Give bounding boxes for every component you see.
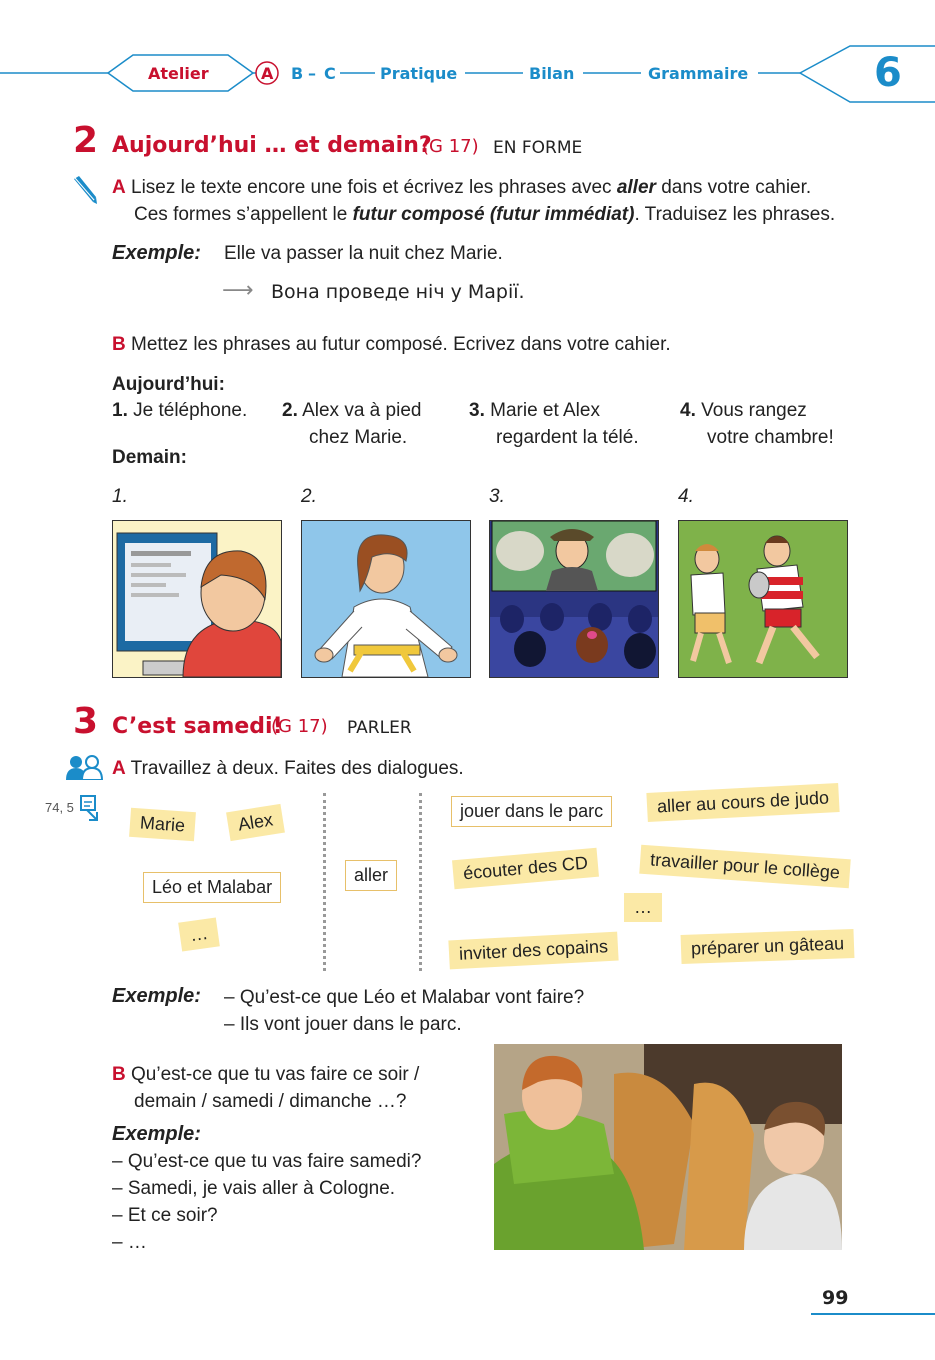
exercise-2a-instructions	[112, 174, 872, 228]
girl-judo-drawing	[302, 521, 470, 677]
dialogue-example	[112, 1148, 421, 1256]
sentence-item-2	[282, 397, 421, 451]
item-number: 4.	[680, 400, 696, 421]
instruction-text: Lisez le texte encore une fois et écrivez les phrases avec	[131, 177, 617, 198]
exercise-2-skill: EN FORME	[493, 138, 583, 158]
item-text: Vous rangez	[701, 400, 807, 421]
exercise-3-title: C’est samedi!	[112, 714, 283, 739]
example-label: Exemple:	[112, 985, 201, 1007]
dotted-divider	[419, 793, 422, 971]
picture-label-4: 4.	[678, 486, 694, 507]
subject-card-more: …	[178, 917, 220, 951]
example-translation: Вона проведе ніч у Марії.	[271, 281, 525, 303]
today-label: Aujourd’hui:	[112, 374, 225, 395]
page-number-rule	[811, 1313, 935, 1315]
example-label: Exemple:	[112, 1123, 201, 1145]
exercise-2b-letter: B	[112, 334, 126, 355]
arrow-icon: ⟶	[222, 278, 254, 303]
dialogue-line: – …	[112, 1232, 147, 1253]
instruction-text: Travaillez à deux. Faites des dialogues.	[130, 758, 464, 779]
navigation-lines	[0, 40, 935, 110]
nav-separator: –	[308, 64, 316, 83]
workbook-icon	[79, 794, 101, 827]
subject-card-alex: Alex	[226, 804, 285, 841]
exercise-3b-instructions	[112, 1061, 419, 1115]
workbook-reference: 74, 5	[45, 800, 74, 815]
instruction-text: Qu’est-ce que tu vas faire ce soir /	[131, 1064, 420, 1085]
chapter-navigation	[0, 40, 935, 110]
instruction-emphasis: futur composé (futur immédiat)	[352, 204, 635, 225]
example-label: Exemple:	[112, 242, 201, 264]
activity-card-friends: inviter des copains	[448, 932, 618, 970]
activity-card-cd: écouter des CD	[452, 848, 599, 890]
picture-label-2: 2.	[301, 486, 317, 507]
instruction-text: demain / samedi / dimanche …?	[134, 1091, 407, 1112]
exercise-2-number: 2	[73, 120, 99, 161]
sentence-item-4	[680, 397, 834, 451]
dialogue-line: – Samedi, je vais aller à Cologne.	[112, 1178, 396, 1199]
exercise-3-number: 3	[73, 701, 99, 742]
example-answer: – Ils vont jouer dans le parc.	[224, 1014, 462, 1035]
classroom-photo-drawing	[494, 1044, 842, 1250]
picture-label-3: 3.	[489, 486, 505, 507]
exercise-2-title: Aujourd’hui … et demain?	[112, 133, 432, 158]
subject-box-leo-malabar: Léo et Malabar	[143, 872, 281, 903]
nav-b[interactable]: B	[291, 64, 304, 83]
illustration-rugby	[678, 520, 848, 678]
illustration-girl-judo	[301, 520, 471, 678]
item-number: 2.	[282, 400, 298, 421]
verb-box-aller: aller	[345, 860, 397, 891]
item-number: 1.	[112, 400, 128, 421]
activity-box-park: jouer dans le parc	[451, 796, 612, 827]
exercise-3-skill: PARLER	[347, 718, 412, 738]
exercise-3a-instructions	[112, 755, 464, 782]
instruction-text: . Traduisez les phrases.	[634, 204, 836, 225]
subject-card-marie: Marie	[129, 808, 196, 841]
item-text: votre chambre!	[707, 427, 834, 448]
item-text: Je téléphone.	[133, 400, 248, 421]
example-question: – Qu’est-ce que Léo et Malabar vont faire?	[224, 987, 585, 1008]
dialogue-line: – Qu’est-ce que tu vas faire samedi?	[112, 1151, 422, 1172]
unit-number: 6	[874, 50, 902, 96]
example-sentence: Elle va passer la nuit chez Marie.	[224, 243, 503, 264]
cinema-drawing	[490, 521, 658, 677]
item-text: chez Marie.	[309, 427, 408, 448]
pencil-icon	[70, 175, 98, 210]
nav-grammaire[interactable]: Grammaire	[648, 64, 749, 83]
nav-c[interactable]: C	[324, 64, 336, 83]
tomorrow-label: Demain:	[112, 447, 187, 468]
dialogue-line: – Et ce soir?	[112, 1205, 218, 1226]
exercise-3b-letter: B	[112, 1064, 126, 1085]
instruction-text: Ces formes s’appellent le	[134, 204, 353, 225]
sentence-item-3	[469, 397, 639, 451]
picture-label-1: 1.	[112, 486, 128, 507]
exercise-2a-letter: A	[112, 177, 126, 198]
activity-card-cake: préparer un gâteau	[681, 929, 855, 964]
photo-children-classroom	[494, 1044, 842, 1250]
item-text: Marie et Alex	[490, 400, 600, 421]
dotted-divider	[323, 793, 326, 971]
pair-work-icon	[64, 754, 104, 785]
activity-card-judo: aller au cours de judo	[646, 783, 839, 822]
nav-pratique[interactable]: Pratique	[380, 64, 458, 83]
exercise-3a-letter: A	[112, 758, 126, 779]
illustration-boy-computer	[112, 520, 282, 678]
item-text: Alex va à pied	[302, 400, 422, 421]
exercise-2b-instructions	[112, 331, 671, 358]
illustration-cinema	[489, 520, 659, 678]
instruction-text: dans votre cahier.	[655, 177, 812, 198]
exercise-3-grammar-ref: (G 17)	[271, 716, 328, 737]
nav-bilan[interactable]: Bilan	[529, 64, 575, 83]
rugby-drawing	[679, 521, 847, 677]
activity-card-college: travailler pour le collège	[639, 845, 851, 889]
exercise-2-grammar-ref: (G 17)	[422, 136, 479, 157]
page-number: 99	[822, 1287, 849, 1309]
item-number: 3.	[469, 400, 485, 421]
boy-computer-drawing	[113, 521, 281, 677]
activity-card-more: …	[624, 893, 662, 922]
nav-a[interactable]: A	[261, 64, 274, 83]
nav-atelier[interactable]: Atelier	[148, 64, 209, 83]
instruction-text: Mettez les phrases au futur composé. Ecrivez dans votre cahier.	[131, 334, 671, 355]
instruction-emphasis: aller	[616, 177, 656, 198]
sentence-item-1	[112, 397, 247, 424]
item-text: regardent la télé.	[496, 427, 639, 448]
